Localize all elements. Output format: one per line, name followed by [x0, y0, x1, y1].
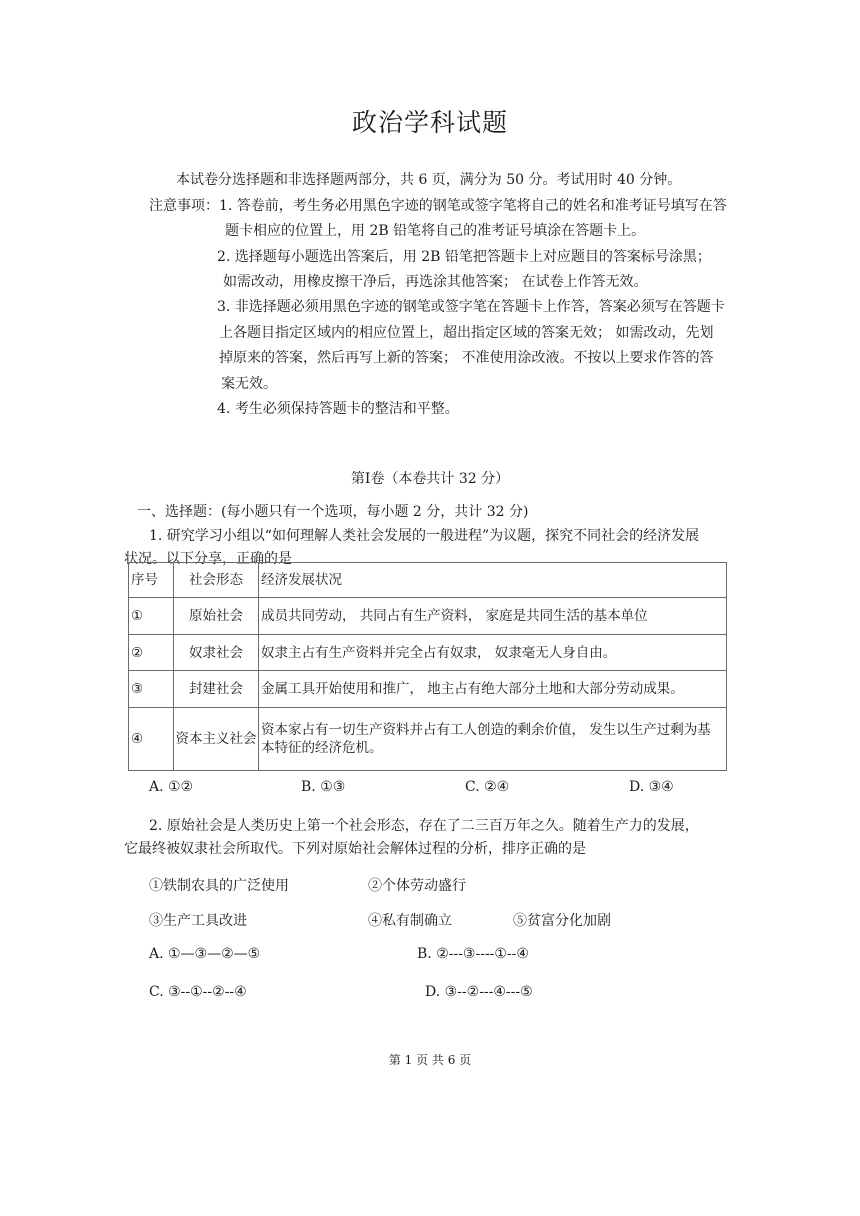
q2-stem-line-1: 2. 原始社会是人类历史上第一个社会形态，存在了二三百万年之久。随着生产力的发展，: [149, 818, 699, 834]
row-social-form: 原始社会: [174, 598, 259, 635]
part-one-heading: 一、选择题：(每小题只有一个选项，每小题 2 分，共计 32 分): [137, 504, 529, 520]
table-header-row: [129, 563, 727, 598]
exam-intro: 本试卷分选择题和非选择题两部分，共 6 页，满分为 50 分。考试用时 40 分钟。: [176, 172, 682, 188]
q2-option-b: B. ②---③----①--④: [417, 946, 529, 962]
header-number: 序号: [129, 563, 174, 598]
q1-option-d: D. ③④: [629, 779, 674, 795]
header-economic-status: 经济发展状况: [259, 563, 727, 598]
notice-item-2-line-2: 如需改动，用橡皮擦干净后，再选涂其他答案； 在试卷上作答无效。: [223, 274, 648, 290]
row-description: 金属工具开始使用和推广， 地主占有绝大部分土地和大部分劳动成果。: [259, 671, 727, 708]
q1-option-b: B. ①③: [301, 779, 346, 795]
table-row: [129, 598, 727, 635]
q2-item-1: ①铁制农具的广泛使用: [149, 878, 289, 894]
row-social-form: 封建社会: [174, 671, 259, 708]
notice-item-1-line-2: 题卡相应的位置上，用 2B 铅笔将自己的准考证号填涂在答题卡上。: [225, 223, 646, 239]
q1-stem-line-2: 状况。以下分享，正确的是: [124, 551, 292, 567]
q2-item-4: ④私有制确立: [368, 913, 452, 929]
notice-item-3-line-1: 3. 非选择题必须用黑色字迹的钢笔或签字笔在答题卡上作答，答案必须写在答题卡: [217, 299, 725, 315]
table-row: [129, 671, 727, 708]
header-social-form: 社会形态: [174, 563, 259, 598]
row-number: ②: [129, 635, 174, 671]
row-description: 奴隶主占有生产资料并完全占有奴隶， 奴隶毫无人身自由。: [259, 635, 727, 671]
notice-item-4: 4. 考生必须保持答题卡的整洁和平整。: [217, 401, 459, 417]
row-number: ④: [129, 708, 174, 771]
q2-stem-line-2: 它最终被奴隶社会所取代。下列对原始社会解体过程的分析，排序正确的是: [124, 841, 586, 857]
notice-item-3-line-4: 案无效。: [221, 376, 277, 392]
row-social-form: 奴隶社会: [174, 635, 259, 671]
section-title: 第Ⅰ卷（本卷共计 32 分）: [350, 471, 510, 487]
q2-item-5: ⑤贫富分化加剧: [513, 913, 611, 929]
q2-option-d: D. ③--②---④---⑤: [425, 984, 533, 1000]
q2-item-3: ③生产工具改进: [149, 913, 247, 929]
notice-item-2-line-1: 2. 选择题每小题选出答案后，用 2B 铅笔把答题卡上对应题目的答案标号涂黑；: [217, 249, 711, 265]
q1-option-a: A. ①②: [149, 779, 194, 795]
table-row: [129, 708, 727, 771]
page-title: 政治学科试题: [351, 108, 508, 137]
page-footer: 第 1 页 共 6 页: [388, 1053, 472, 1067]
q1-stem-line-1: 1. 研究学习小组以“如何理解人类社会发展的一般进程”为议题，探究不同社会的经济发展: [149, 528, 700, 544]
notice-item-1-line-1: 1. 答卷前，考生务必用黑色字迹的钢笔或签字笔将自己的姓名和准考证号填写在答: [219, 198, 727, 214]
row-description: 成员共同劳动， 共同占有生产资料， 家庭是共同生活的基本单位: [259, 598, 727, 635]
q2-item-2: ②个体劳动盛行: [368, 878, 466, 894]
q1-table: [128, 562, 727, 771]
notice-item-3-line-2: 上各题目指定区域内的相应位置上，超出指定区域的答案无效； 如需改动，先划: [219, 325, 714, 341]
q2-option-c: C. ③--①--②--④: [149, 984, 247, 1000]
notice-item-3-line-3: 掉原来的答案，然后再写上新的答案； 不准使用涂改液。不按以上要求作答的答: [219, 350, 714, 366]
table-row: [129, 635, 727, 671]
row-social-form: 资本主义社会: [174, 708, 259, 771]
q1-option-c: C. ②④: [465, 779, 510, 795]
q2-option-a: A. ①—③—②—⑤: [149, 946, 261, 962]
row-number: ①: [129, 598, 174, 635]
row-description: 资本家占有一切生产资料并占有工人创造的剩余价值， 发生以生产过剩为基本特征的经济危机。: [259, 708, 727, 771]
row-number: ③: [129, 671, 174, 708]
notice-label: 注意事项：: [149, 198, 219, 214]
